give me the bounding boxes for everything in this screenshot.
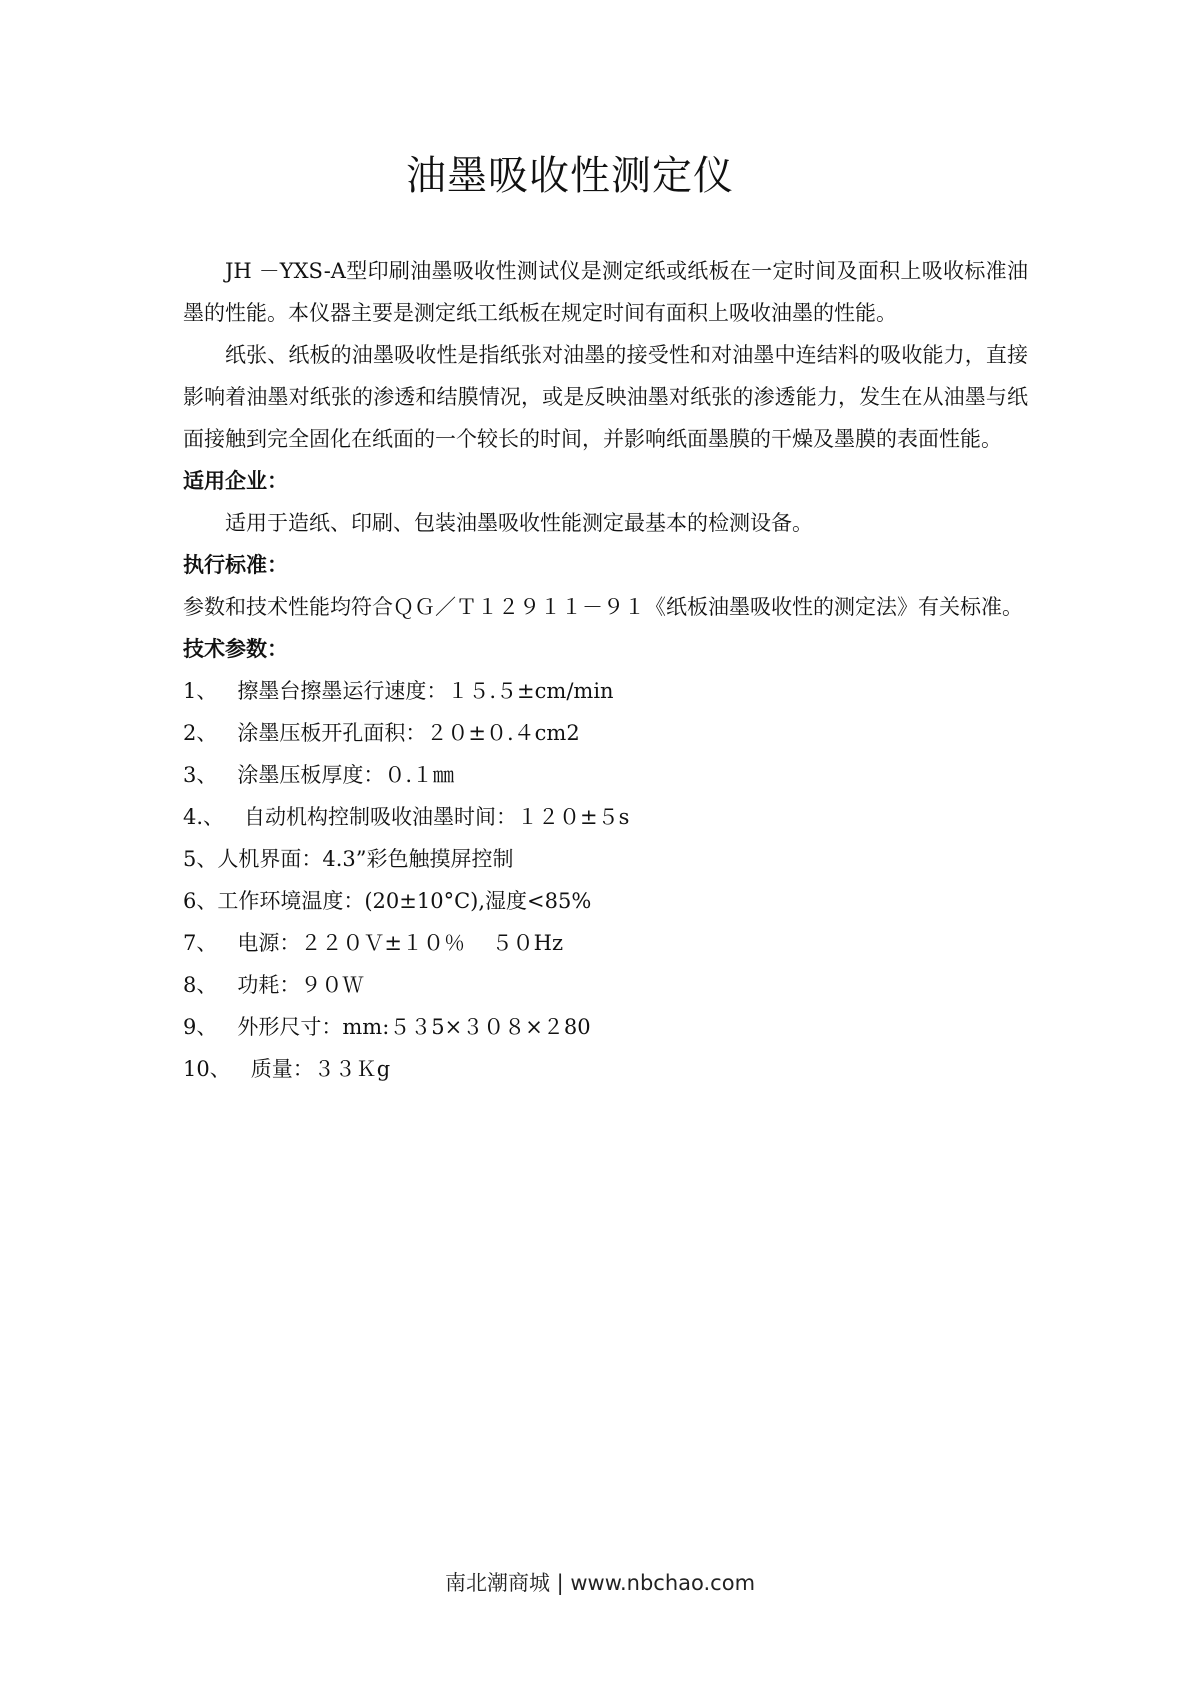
intro-paragraph-2: 纸张、纸板的油墨吸收性是指纸张对油墨的接受性和对油墨中连结料的吸收能力，直接影响着油墨对纸张的渗透和结膜情况，或是反映油墨对纸张的渗透能力，发生在从油墨与纸面接触到完全固化在纸面的一个较长的时间，并影响纸面墨膜的干燥及墨膜的表面性能。 [183,343,1028,451]
intro-paragraph-1: JH －YXS-A型印刷油墨吸收性测试仪是测定纸或纸板在一定时间及面积上吸收标准油墨的性能。本仪器主要是测定纸工纸板在规定时间有面积上吸收油墨的性能。 [183,259,1028,325]
specs-heading: 技术参数： [183,637,288,661]
spec-item: 6、工作环境温度：(20±10°C),湿度<85% [183,889,592,913]
spec-item: 2、 涂墨压板开孔面积：２０±０.４cm2 [183,721,580,745]
spec-item: 1、 擦墨台擦墨运行速度：１５.５±cm/min [183,679,614,703]
applicable-heading: 适用企业： [183,469,288,493]
spec-item: 5、人机界面：4.3”彩色触摸屏控制 [183,847,514,871]
standard-text: 参数和技术性能均符合ＱＧ／Ｔ１２９１１－９１《纸板油墨吸收性的测定法》有关标准。 [183,595,1023,619]
document-title: 油墨吸收性测定仪 [406,153,734,199]
spec-item: 7、 电源：２２０Ｖ±１０％ ５０Hz [183,931,564,955]
page-footer: 南北潮商城 | www.nbchao.com [444,1571,756,1595]
spec-item: 4.、 自动机构控制吸收油墨时间：１２０±５s [183,805,630,829]
spec-item: 9、 外形尺寸：mm:５３5×３０８×２80 [183,1015,591,1039]
document-body [183,250,1028,1090]
specs-list [183,670,1028,1090]
spec-item: 8、 功耗：９０Ｗ [183,973,364,997]
standard-heading: 执行标准： [183,553,288,577]
applicable-text: 适用于造纸、印刷、包装油墨吸收性能测定最基本的检测设备。 [225,511,813,535]
spec-item: 3、 涂墨压板厚度：０.１㎜ [183,763,455,787]
spec-item: 10、 质量：３３Ｋg [183,1057,391,1081]
